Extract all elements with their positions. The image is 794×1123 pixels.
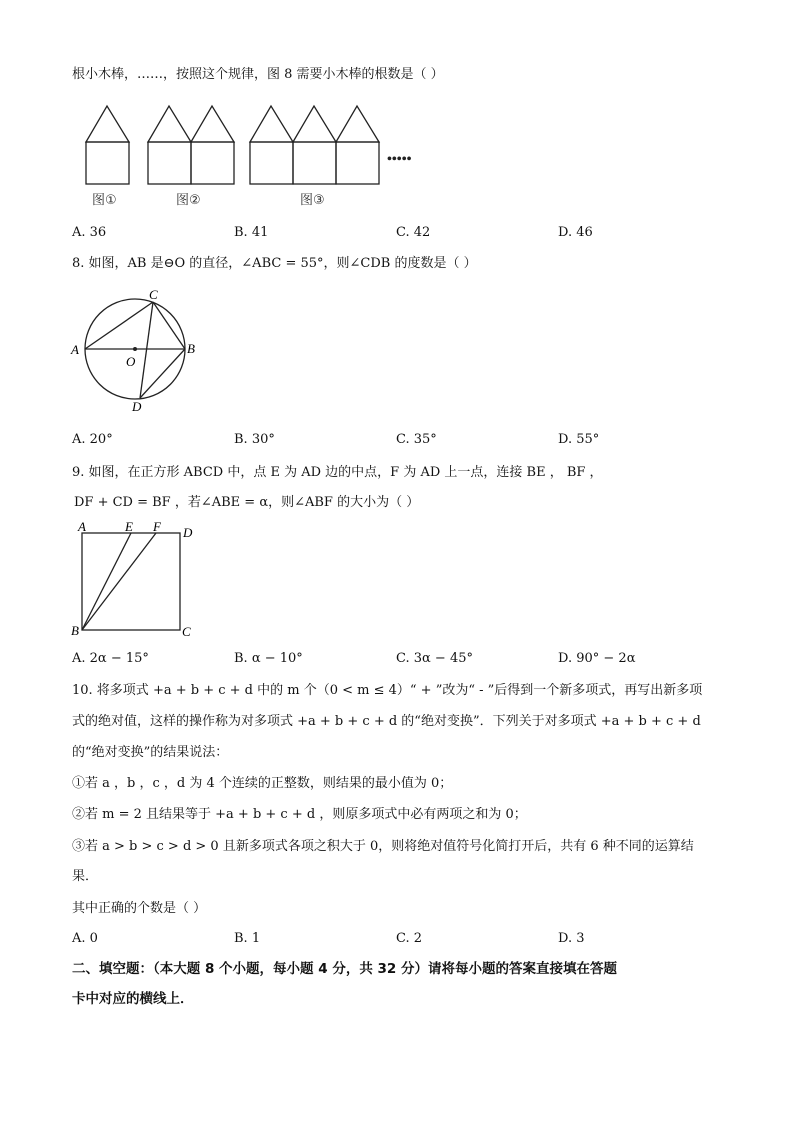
q9-option-a: A. 2α − 15° [72,651,149,666]
q10-statement-3a: ③若 a > b > c > d > 0 且新多项式各项之积大于 0，则将绝对值符号化简打开后，共有 6 种不同的运算结 [72,839,694,854]
q7-option-b: B. 41 [234,225,269,240]
q8-label-d: D [132,399,142,414]
q7-fig3-label: 图③ [300,193,325,208]
q10-option-b: B. 1 [234,931,261,946]
q10-statement-2: ②若 m = 2 且结果等于 +a + b + c + d ，则原多项式中必有两项之和为 0； [72,807,527,822]
q8-label-b: B [187,341,195,356]
q9-label-c: C [182,624,191,639]
q9-label-d: D [183,525,193,540]
q7-option-a: A. 36 [72,225,107,240]
q10-option-d: D. 3 [558,931,585,946]
section2-heading-line1: 二、填空题：（本大题 8 个小题，每小题 4 分，共 32 分）请将每小题的答案直接填在答题 [72,961,618,977]
q9-option-d: D. 90° − 2α [558,651,636,666]
q7-option-c: C. 42 [396,225,431,240]
q7-figure [80,100,430,215]
q8-label-a: A [71,342,79,357]
q7-stem: 根小木棒，……，按照这个规律，图 8 需要小木棒的根数是（ ） [72,67,444,82]
q9-label-f: F [153,519,161,534]
q10-statement-1: ①若 a ，b ，c ，d 为 4 个连续的正整数，则结果的最小值为 0； [72,776,453,791]
q9-stem-line2: DF + CD = BF ，若∠ABE = α，则∠ABF 的大小为（ ） [74,495,420,510]
q10-option-a: A. 0 [72,931,98,946]
q9-stem-line1: 9. 如图，在正方形 ABCD 中，点 E 为 AD 边的中点，F 为 AD 上一点，连接 BE ， BF ， [72,465,603,480]
q10-line2: 式的绝对值，这样的操作称为对多项式 +a + b + c + d 的“绝对变换”．下列关于对多项式 +a + b + c + d [72,714,701,729]
section2-heading-line2: 卡中对应的横线上． [72,991,194,1007]
q8-option-d: D. 55° [558,432,600,447]
q9-label-e: E [125,519,133,534]
q9-option-c: C. 3α − 45° [396,651,473,666]
q10-line1: 10. 将多项式 +a + b + c + d 中的 m 个（0 < m ≤ 4）“ + ”改为“ - ”后得到一个新多项式，再写出新多项 [72,683,703,698]
q7-fig1-label: 图① [92,193,117,208]
q8-stem: 8. 如图，AB 是⊖O 的直径，∠ABC = 55°，则∠CDB 的度数是（ ） [72,256,477,271]
q8-label-o: O [126,354,136,369]
q7-option-d: D. 46 [558,225,593,240]
q8-circle-figure [66,285,206,420]
q9-square-figure [70,518,210,646]
q7-fig2-label: 图② [176,193,201,208]
q8-label-c: C [149,287,158,302]
q10-ask: 其中正确的个数是（ ） [72,901,207,916]
q8-option-c: C. 35° [396,432,437,447]
q8-option-b: B. 30° [234,432,275,447]
q9-option-b: B. α − 10° [234,651,303,666]
q10-statement-3b: 果． [72,869,99,884]
q10-option-c: C. 2 [396,931,423,946]
q10-line3: 的“绝对变换”的结果说法： [72,745,229,760]
q8-option-a: A. 20° [72,432,113,447]
q9-label-b: B [71,623,79,638]
q9-label-a: A [78,519,86,534]
q7-dots: ••••• [387,152,412,167]
